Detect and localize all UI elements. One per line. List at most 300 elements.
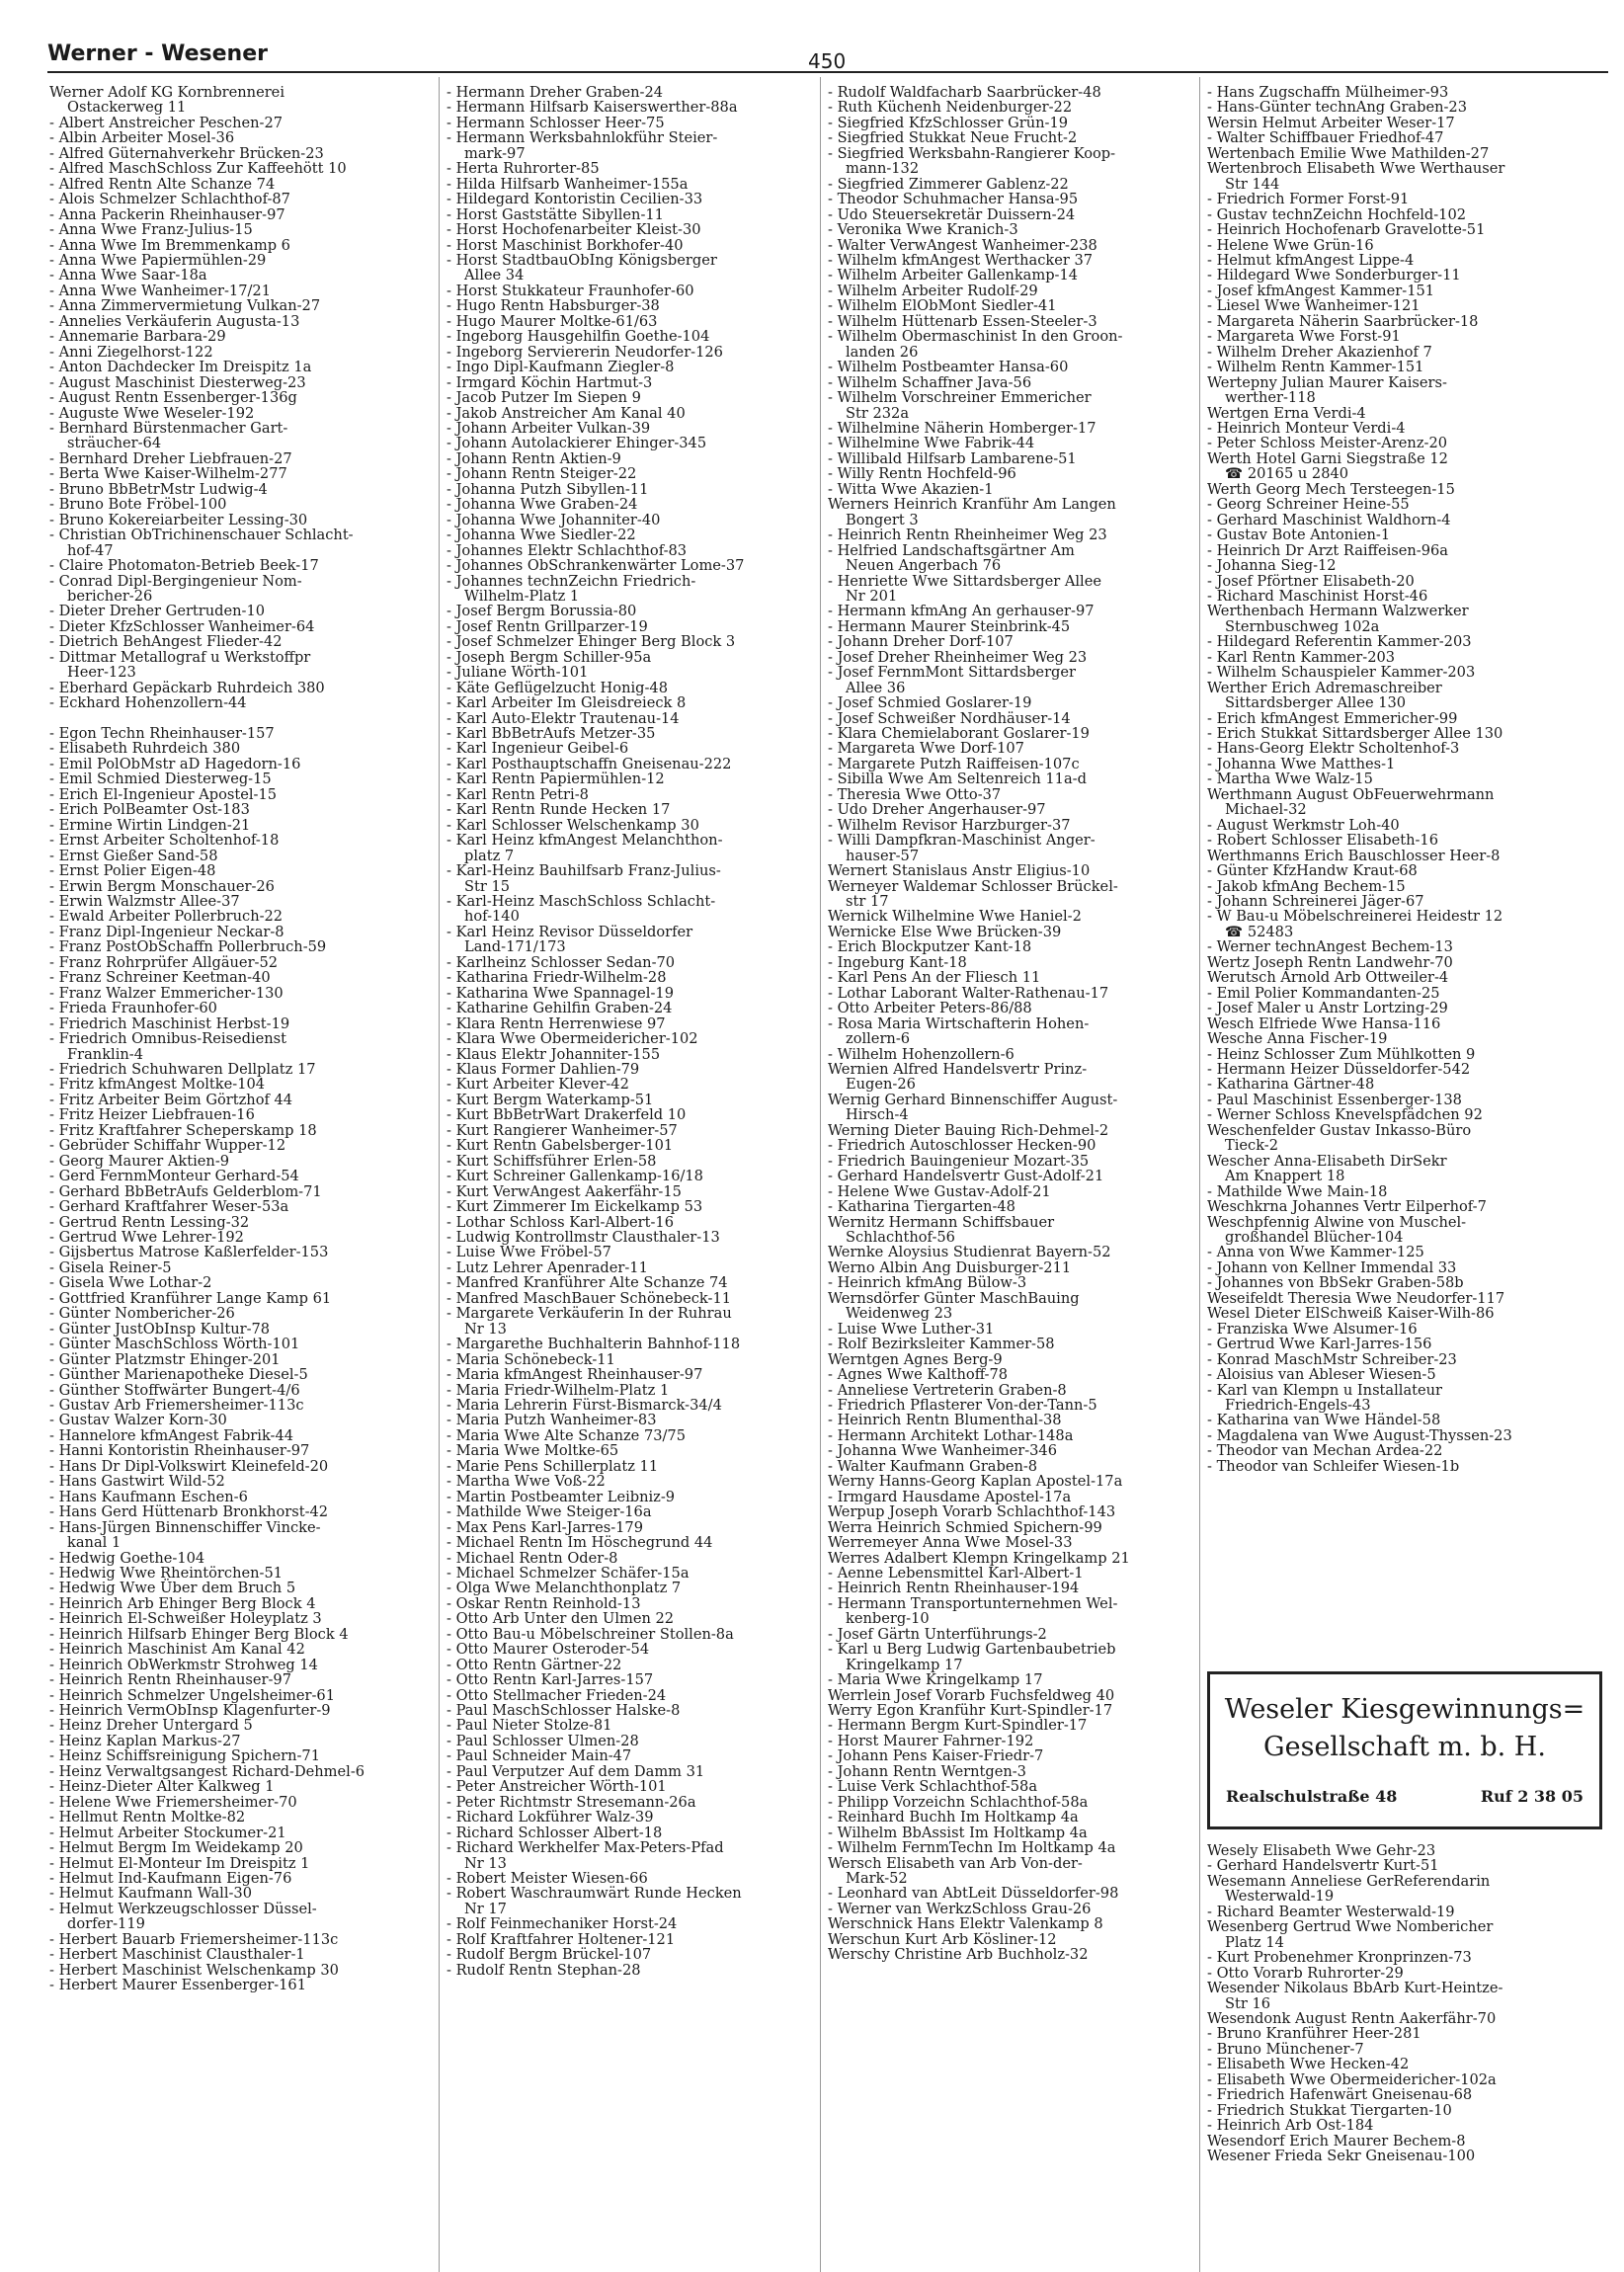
directory-entry: - Dietrich BehAngest Flieder-42 — [49, 633, 283, 651]
directory-entry: - Erwin Bergm Monschauer-26 — [49, 877, 275, 895]
directory-entry: - Herbert Maschinist Welschenkamp 30 — [49, 1961, 339, 1979]
spacer — [49, 711, 417, 726]
directory-entry: - Theodor Schuhmacher Hansa-95 — [828, 191, 1079, 208]
directory-entry: - Helmut Arbeiter Stockumer-21 — [49, 1824, 286, 1841]
directory-entry: - Gottfried Kranführer Lange Kamp 61 — [49, 1289, 332, 1307]
directory-entry: Werthmann August ObFeuerwehrmann — [1207, 785, 1495, 803]
directory-entry: Kringelkamp 17 — [846, 1656, 963, 1673]
directory-entry: - Willi Dampfkran-Maschinist Anger- — [828, 832, 1096, 850]
directory-entry: - Johanna Wwe Graben-24 — [447, 496, 638, 514]
directory-entry: - Erich Blockputzer Kant-18 — [828, 938, 1032, 956]
directory-entry: Werry Egon Kranführ Kurt-Spindler-17 — [828, 1702, 1113, 1720]
directory-entry: - Rolf Bezirksleiter Kammer-58 — [828, 1336, 1055, 1353]
directory-entry: - Juliane Wörth-101 — [447, 664, 589, 682]
directory-entry: - Johann Dreher Dorf-107 — [828, 633, 1014, 651]
directory-entry: Wesenberg Gertrud Wwe Nombericher — [1207, 1918, 1494, 1936]
directory-entry: - Bruno Kranführer Heer-281 — [1207, 2025, 1421, 2043]
directory-entry: - Johann Arbeiter Vulkan-39 — [447, 419, 651, 437]
ad-company-line-1: Weseler Kiesgewinnungs= — [1224, 1694, 1585, 1725]
directory-entry: Bongert 3 — [846, 511, 919, 528]
directory-entry: - Karl BbBetrAufs Metzer-35 — [447, 725, 656, 743]
directory-entry: - August Werkmstr Loh-40 — [1207, 816, 1400, 834]
directory-entry: - Horst StadtbauObIng Königsberger — [447, 251, 717, 269]
directory-entry: zollern-6 — [846, 1030, 911, 1048]
directory-entry: - Jakob kfmAng Bechem-15 — [1207, 877, 1406, 895]
directory-entry: Ostackerweg 11 — [67, 99, 187, 117]
directory-entry: - Gustav technZeichn Hochfeld-102 — [1207, 205, 1467, 223]
directory-entry: Werutsch Arnold Arb Ottweiler-4 — [1207, 969, 1449, 987]
directory-entry: mark-97 — [464, 144, 526, 162]
directory-entry: Werschnick Hans Elektr Valenkamp 8 — [828, 1915, 1103, 1933]
directory-entry: - Gertrud Rentn Lessing-32 — [49, 1213, 250, 1231]
directory-entry: - Herbert Bauarb Friemersheimer-113c — [49, 1930, 339, 1948]
directory-entry: Werneyer Waldemar Schlosser Brückel- — [828, 877, 1118, 895]
directory-entry: Str 232a — [846, 404, 910, 422]
directory-entry: Wertz Joseph Rentn Landwehr-70 — [1207, 953, 1453, 971]
directory-entry: ☎ 52483 — [1225, 923, 1294, 940]
directory-entry: - Johanna Sieg-12 — [1207, 557, 1337, 575]
directory-entry: - Werner Schloss Knevelspfädchen 92 — [1207, 1106, 1483, 1124]
directory-entry: - Georg Schreiner Heine-55 — [1207, 496, 1410, 514]
directory-entry: - Conrad Dipl-Bergingenieur Nom- — [49, 572, 302, 590]
directory-entry: Weseifeldt Theresia Wwe Neudorfer-117 — [1207, 1289, 1505, 1307]
directory-entry: - Gustav Arb Friemersheimer-113c — [49, 1396, 304, 1414]
directory-entry: - Otto Arb Unter den Ulmen 22 — [447, 1610, 675, 1628]
directory-entry: - Hildegard Kontoristin Cecilien-33 — [447, 191, 703, 208]
directory-entry: - Dittmar Metallograf u Werkstoffpr — [49, 648, 311, 666]
directory-entry: - Katharina Tiergarten-48 — [828, 1198, 1015, 1216]
directory-entry: - Bruno BbBetrMstr Ludwig-4 — [49, 480, 268, 498]
directory-entry: - Fritz Arbeiter Beim Görtzhof 44 — [49, 1091, 293, 1108]
directory-entry: Werner Adolf KG Kornbrennerei — [49, 84, 284, 101]
directory-entry: werther-118 — [1225, 389, 1316, 407]
directory-entry: - Otto Vorarb Ruhrorter-29 — [1207, 1964, 1404, 1982]
directory-entry: Werpup Joseph Vorarb Schlachthof-143 — [828, 1503, 1116, 1521]
directory-entry: - Maria Putzh Wanheimer-83 — [447, 1412, 657, 1429]
directory-entry: - Richard Beamter Westerwald-19 — [1207, 1903, 1455, 1920]
directory-entry: - Karlheinz Schlosser Sedan-70 — [447, 953, 676, 971]
directory-column-2 — [447, 85, 814, 1978]
directory-entry: - Franz PostObSchaffn Pollerbruch-59 — [49, 938, 327, 956]
directory-entry: Wernitz Hermann Schiffsbauer — [828, 1213, 1055, 1231]
directory-entry: - Otto Bau-u Möbelschreiner Stollen-8a — [447, 1625, 734, 1643]
directory-entry: - Maria Wwe Moltke-65 — [447, 1442, 619, 1460]
directory-entry: großhandel Blücher-104 — [1225, 1228, 1404, 1246]
directory-entry: - Hermann Architekt Lothar-148a — [828, 1426, 1074, 1444]
directory-entry: - Otto Arbeiter Peters-86/88 — [828, 1000, 1032, 1017]
directory-entry: - Heinrich Maschinist Am Kanal 42 — [49, 1641, 305, 1659]
directory-entry: - Gisela Wwe Lothar-2 — [49, 1274, 212, 1292]
directory-entry: - Hermann Schlosser Heer-75 — [447, 114, 665, 131]
directory-entry: - Karl Arbeiter Im Gleisdreieck 8 — [447, 694, 687, 712]
directory-entry: - Heinrich Rentn Rheinhauser-194 — [828, 1580, 1080, 1597]
directory-entry: - Albin Arbeiter Mosel-36 — [49, 129, 235, 147]
directory-entry: - Helmut Kaufmann Wall-30 — [49, 1885, 252, 1903]
directory-entry: - Franz Rohrprüfer Allgäuer-52 — [49, 953, 279, 971]
directory-entry: - Hilda Hilfsarb Wanheimer-155a — [447, 175, 689, 193]
ad-phone: Ruf 2 38 05 — [1480, 1787, 1583, 1806]
directory-entry: Wernig Gerhard Binnenschiffer August- — [828, 1091, 1118, 1108]
directory-entry: hof-47 — [67, 541, 114, 559]
directory-entry: - Wilhelm kfmAngest Werthacker 37 — [828, 251, 1094, 269]
directory-entry: - Wilhelm Rentn Kammer-151 — [1207, 359, 1424, 376]
directory-entry: Weidenweg 23 — [846, 1305, 953, 1323]
directory-entry: - Wilhelm Revisor Harzburger-37 — [828, 816, 1071, 834]
directory-entry: - Josef Bergm Borussia-80 — [447, 603, 637, 620]
directory-entry: - Hildegard Wwe Sonderburger-11 — [1207, 267, 1461, 284]
directory-entry: - Alois Schmelzer Schlachthof-87 — [49, 191, 290, 208]
directory-entry: - Manfred MaschBauer Schönebeck-11 — [447, 1289, 732, 1307]
directory-entry: - Josef Dreher Rheinheimer Weg 23 — [828, 648, 1088, 666]
directory-entry: - Hedwig Wwe Rheintörchen-51 — [49, 1564, 284, 1582]
directory-entry: - Klaus Elektr Johanniter-155 — [447, 1045, 661, 1063]
directory-entry: - Henriette Wwe Sittardsberger Allee — [828, 572, 1101, 590]
directory-entry: - Lutz Lehrer Apenrader-11 — [447, 1258, 648, 1276]
directory-entry: - Albert Anstreicher Peschen-27 — [49, 114, 284, 131]
directory-entry: - Johann Rentn Werntgen-3 — [828, 1762, 1026, 1780]
directory-entry: - Magdalena van Wwe August-Thyssen-23 — [1207, 1426, 1512, 1444]
directory-entry: mann-132 — [846, 160, 920, 178]
directory-entry: - Friedrich Maschinist Herbst-19 — [49, 1014, 290, 1032]
directory-entry: - Josef FernmMont Sittardsberger — [828, 664, 1076, 682]
directory-entry: - Veronika Wwe Kranich-3 — [828, 221, 1018, 239]
directory-entry: - Günter Nombericher-26 — [49, 1305, 235, 1323]
directory-entry: - Heinrich El-Schweißer Holeyplatz 3 — [49, 1610, 322, 1628]
directory-entry: - Elisabeth Wwe Hecken-42 — [1207, 2056, 1410, 2073]
directory-entry: - Emil PolObMstr aD Hagedorn-16 — [49, 755, 301, 772]
directory-entry: Wernicke Else Wwe Brücken-39 — [828, 923, 1062, 940]
directory-entry: Wesemann Anneliese GerReferendarin — [1207, 1872, 1491, 1890]
directory-entry: Nr 201 — [846, 587, 898, 605]
directory-entry: - Karl Auto-Elektr Trautenau-14 — [447, 709, 680, 727]
directory-entry: - Richard Lokführer Walz-39 — [447, 1809, 654, 1826]
directory-entry: - Rudolf Rentn Stephan-28 — [447, 1961, 641, 1979]
directory-entry: Wertgen Erna Verdi-4 — [1207, 404, 1366, 422]
directory-entry: - Heinz Dreher Untergard 5 — [49, 1717, 253, 1735]
directory-entry: - Hans Dr Dipl-Volkswirt Kleinefeld-20 — [49, 1457, 329, 1475]
directory-entry: Werth Hotel Garni Siegstraße 12 — [1207, 449, 1448, 467]
directory-entry: - Wilhelmine Näherin Homberger-17 — [828, 419, 1096, 437]
directory-entry: Wertenbach Emilie Wwe Mathilden-27 — [1207, 144, 1490, 162]
directory-entry: - Karl u Berg Ludwig Gartenbaubetrieb — [828, 1641, 1116, 1659]
directory-entry: - Johann Autolackierer Ehinger-345 — [447, 435, 707, 452]
directory-entry: - Johann Rentn Steiger-22 — [447, 465, 637, 483]
directory-entry: - Peter Schloss Meister-Arenz-20 — [1207, 435, 1448, 452]
directory-entry: - Karl Rentn Papiermühlen-12 — [447, 771, 665, 788]
directory-entry: - Anton Dachdecker Im Dreispitz 1a — [49, 359, 312, 376]
directory-entry: - Kurt Rangierer Wanheimer-57 — [447, 1121, 678, 1139]
directory-entry: - Erwin Walzmstr Allee-37 — [49, 893, 240, 911]
directory-entry: - Maria kfmAngest Rheinhauser-97 — [447, 1366, 703, 1384]
directory-entry: - Agnes Wwe Kalthoff-78 — [828, 1366, 1009, 1384]
directory-entry: Am Knappert 18 — [1225, 1168, 1345, 1185]
directory-entry: - Alfred Rentn Alte Schanze 74 — [49, 175, 276, 193]
directory-entry: - Anna Zimmervermietung Vulkan-27 — [49, 297, 321, 315]
directory-entry: - Josef Gärtn Unterführungs-2 — [828, 1625, 1047, 1643]
directory-entry: - Paul Schneider Main-47 — [447, 1747, 632, 1765]
directory-entry: - Bruno Bote Fröbel-100 — [49, 496, 227, 514]
directory-entry: - August Maschinist Diesterweg-23 — [49, 373, 306, 391]
directory-entry: - Rolf Kraftfahrer Holtener-121 — [447, 1930, 676, 1948]
directory-entry: - Hermann Maurer Steinbrink-45 — [828, 617, 1071, 635]
directory-entry: - Hermann Transportunternehmen Wel- — [828, 1594, 1118, 1612]
directory-entry: - Wilhelm ElObMont Siedler-41 — [828, 297, 1057, 315]
directory-entry: Land-171/173 — [464, 938, 566, 956]
directory-entry: - Friedrich Schuhwaren Dellplatz 17 — [49, 1061, 316, 1078]
directory-entry: Werthenbach Hermann Walzwerker — [1207, 603, 1469, 620]
directory-entry: - Günter Platzmstr Ehinger-201 — [49, 1350, 281, 1368]
directory-entry: Weschkrna Johannes Vertr Eilperhof-7 — [1207, 1198, 1487, 1216]
directory-entry: - Heinrich VermObInsp Klagenfurter-9 — [49, 1702, 331, 1720]
directory-entry: - Maria Wwe Kringelkamp 17 — [828, 1671, 1043, 1689]
directory-entry: - Anna Wwe Wanheimer-17/21 — [49, 282, 271, 299]
directory-entry: - Erich El-Ingenieur Apostel-15 — [49, 785, 278, 803]
directory-entry: - Wilhelm FernmTechn Im Holtkamp 4a — [828, 1839, 1116, 1857]
directory-entry: - Emil Schmied Diesterweg-15 — [49, 771, 272, 788]
directory-entry: - Johann von Kellner Immendal 33 — [1207, 1258, 1457, 1276]
directory-entry: Werntgen Agnes Berg-9 — [828, 1350, 1003, 1368]
directory-entry: - Helmut El-Monteur Im Dreispitz 1 — [49, 1854, 310, 1872]
directory-entry: - Richard Werkhelfer Max-Peters-Pfad — [447, 1839, 724, 1857]
directory-entry: Nr 13 — [464, 1854, 507, 1872]
directory-entry: - Paul Nieter Stolze-81 — [447, 1717, 612, 1735]
ad-company-line-2: Gesellschaft m. b. H. — [1263, 1732, 1546, 1762]
directory-entry: - Theodor van Mechan Ardea-22 — [1207, 1442, 1443, 1460]
directory-entry: - Margarete Verkäuferin In der Ruhrau — [447, 1305, 732, 1323]
directory-entry: - Katharina Gärtner-48 — [1207, 1076, 1375, 1094]
directory-entry: Sternbuschweg 102a — [1225, 617, 1380, 635]
directory-entry: - Kurt Rentn Gabelsberger-101 — [447, 1137, 674, 1155]
directory-entry: Wertenbroch Elisabeth Wwe Werthauser — [1207, 160, 1505, 178]
directory-entry: - Berta Wwe Kaiser-Wilhelm-277 — [49, 465, 287, 483]
directory-entry: Michael-32 — [1225, 801, 1307, 819]
directory-entry: - Heinrich Rentn Rheinhauser-97 — [49, 1671, 291, 1689]
directory-entry: - Erich Stukkat Sittardsberger Allee 130 — [1207, 725, 1503, 743]
directory-entry: Heer-123 — [67, 664, 136, 682]
directory-entry: hof-140 — [464, 908, 520, 926]
directory-entry: - Karl Ingenieur Geibel-6 — [447, 740, 629, 758]
directory-entry: - W Bau-u Möbelschreinerei Heidestr 12 — [1207, 908, 1503, 926]
directory-entry: Wertepny Julian Maurer Kaisers- — [1207, 373, 1447, 391]
directory-entry: - Hermann Dreher Graben-24 — [447, 84, 664, 101]
advertisement-box — [1207, 1671, 1602, 1829]
directory-entry: - Gerhard BbBetrAufs Gelderblom-71 — [49, 1182, 322, 1200]
directory-entry: - Lothar Schloss Karl-Albert-16 — [447, 1213, 674, 1231]
directory-entry: - Kurt Bergm Waterkamp-51 — [447, 1091, 654, 1108]
directory-entry: - Klaus Former Dahlien-79 — [447, 1061, 640, 1078]
directory-entry: - Karl Rentn Petri-8 — [447, 785, 589, 803]
directory-entry: - Josef Schmelzer Ehinger Berg Block 3 — [447, 633, 736, 651]
directory-entry: - Gertrud Wwe Lehrer-192 — [49, 1228, 244, 1246]
directory-entry: - Käte Geflügelzucht Honig-48 — [447, 679, 668, 696]
directory-entry: - Kurt Zimmerer Im Eickelkamp 53 — [447, 1198, 703, 1216]
directory-entry: - Jacob Putzer Im Siepen 9 — [447, 389, 641, 407]
directory-entry: - Heinrich Arb Ost-184 — [1207, 2117, 1374, 2135]
directory-entry: - Wilhelm Hüttenarb Essen-Steeler-3 — [828, 312, 1097, 330]
directory-entry: sträucher-64 — [67, 435, 162, 452]
directory-entry: - August Rentn Essenberger-136g — [49, 389, 297, 407]
directory-entry: kanal 1 — [67, 1534, 122, 1552]
directory-entry: Werthmanns Erich Bauschlosser Heer-8 — [1207, 847, 1501, 864]
directory-entry: - Theodor van Schleifer Wiesen-1b — [1207, 1457, 1460, 1475]
directory-entry: Wesel Dieter ElSchweiß Kaiser-Wilh-86 — [1207, 1305, 1495, 1323]
directory-entry: - Bruno Kokereiarbeiter Lessing-30 — [49, 511, 308, 528]
directory-entry: - Herta Ruhrorter-85 — [447, 160, 600, 178]
directory-entry: - Egon Techn Rheinhauser-157 — [49, 725, 275, 743]
directory-entry: - Karl Heinz kfmAngest Melanchthon- — [447, 832, 723, 850]
directory-entry: - Max Pens Karl-Jarres-179 — [447, 1518, 644, 1536]
directory-entry: landen 26 — [846, 343, 919, 361]
directory-entry: Wilhelm-Platz 1 — [464, 587, 580, 605]
directory-entry: - Paul Maschinist Essenberger-138 — [1207, 1091, 1462, 1108]
directory-entry: - Gerhard Handelsvertr Gust-Adolf-21 — [828, 1168, 1104, 1185]
directory-entry: - Hildegard Referentin Kammer-203 — [1207, 633, 1472, 651]
directory-entry: Nr 17 — [464, 1900, 507, 1917]
directory-entry: - Paul MaschSchlosser Halske-8 — [447, 1702, 681, 1720]
directory-entry: - Hermann Hilfsarb Kaiserswerther-88a — [447, 99, 738, 117]
directory-entry: - Gerhard Handelsvertr Kurt-51 — [1207, 1857, 1439, 1875]
directory-entry: - Martin Postbeamter Leibniz-9 — [447, 1488, 676, 1505]
directory-entry: - Margarete Putzh Raiffeisen-107c — [828, 755, 1080, 772]
directory-entry: - Manfred Kranführer Alte Schanze 74 — [447, 1274, 728, 1292]
directory-entry: Werra Heinrich Schmied Spichern-99 — [828, 1518, 1102, 1536]
directory-entry: - Friedrich Hafenwärt Gneisenau-68 — [1207, 2086, 1473, 2104]
directory-entry: - Mathilde Wwe Steiger-16a — [447, 1503, 652, 1521]
directory-entry: - Horst Maschinist Borkhofer-40 — [447, 236, 684, 254]
directory-entry: - Klara Rentn Herrenwiese 97 — [447, 1014, 666, 1032]
directory-entry: - Karl Rentn Kammer-203 — [1207, 648, 1396, 666]
directory-entry: - Wilhelm Obermaschinist In den Groon- — [828, 328, 1123, 346]
directory-entry: Hirsch-4 — [846, 1106, 909, 1124]
directory-entry: - Wilhelm Postbeamter Hansa-60 — [828, 359, 1069, 376]
directory-entry: Neuen Angerbach 76 — [846, 557, 1002, 575]
directory-entry: - Peter Richtmstr Stresemann-26a — [447, 1793, 696, 1811]
directory-entry: Werth Georg Mech Tersteegen-15 — [1207, 480, 1455, 498]
directory-entry: - Emil Polier Kommandanten-25 — [1207, 984, 1440, 1002]
directory-entry: - Heinrich Rentn Rheinheimer Weg 23 — [828, 527, 1107, 544]
directory-entry: - Josef Maler u Anstr Lortzing-29 — [1207, 1000, 1448, 1017]
directory-entry: - Heinz Verwaltgsangest Richard-Dehmel-6 — [49, 1762, 365, 1780]
directory-entry: - Günther Marienapotheke Diesel-5 — [49, 1366, 308, 1384]
directory-entry: - Margareta Näherin Saarbrücker-18 — [1207, 312, 1479, 330]
directory-entry: Werners Heinrich Kranführ Am Langen — [828, 496, 1116, 514]
directory-entry: Wernke Aloysius Studienrat Bayern-52 — [828, 1244, 1111, 1261]
directory-entry: - Johanna Putzh Sibyllen-11 — [447, 480, 649, 498]
directory-entry: - Christian ObTrichinenschauer Schlacht- — [49, 527, 354, 544]
directory-entry: - Gebrüder Schiffahr Wupper-12 — [49, 1137, 286, 1155]
directory-entry: - Anna Wwe Saar-18a — [49, 267, 207, 284]
directory-entry: Mark-52 — [846, 1870, 908, 1888]
directory-entry: - Fritz Heizer Liebfrauen-16 — [49, 1106, 255, 1124]
directory-entry: - Philipp Vorzeichn Schlachthof-58a — [828, 1793, 1089, 1811]
directory-entry: Friedrich-Engels-43 — [1225, 1396, 1371, 1414]
directory-entry: hauser-57 — [846, 847, 920, 864]
directory-entry: - Udo Dreher Angerhauser-97 — [828, 801, 1046, 819]
directory-entry: - Margareta Wwe Forst-91 — [1207, 328, 1401, 346]
directory-entry: - Günther Stoffwärter Bungert-4/6 — [49, 1381, 300, 1399]
directory-entry: platz 7 — [464, 847, 515, 864]
directory-entry: - Theresia Wwe Otto-37 — [828, 785, 1002, 803]
directory-entry: Allee 34 — [464, 267, 525, 284]
directory-entry: - Eckhard Hohenzollern-44 — [49, 694, 247, 712]
directory-entry: - Georg Maurer Aktien-9 — [49, 1152, 230, 1170]
directory-entry: - Klara Chemielaborant Goslarer-19 — [828, 725, 1090, 743]
directory-entry: Sittardsberger Allee 130 — [1225, 694, 1407, 712]
directory-entry: - Helene Wwe Grün-16 — [1207, 236, 1374, 254]
running-head: Werner - Wesener — [47, 41, 268, 66]
directory-entry: - Friedrich Former Forst-91 — [1207, 191, 1410, 208]
directory-entry: Werschun Kurt Arb Kösliner-12 — [828, 1930, 1057, 1948]
directory-entry: Werno Albin Ang Duisburger-211 — [828, 1258, 1072, 1276]
directory-entry: - Annemarie Barbara-29 — [49, 328, 226, 346]
directory-entry: - Franz Dipl-Ingenieur Neckar-8 — [49, 923, 284, 940]
directory-entry: Werres Adalbert Klempn Kringelkamp 21 — [828, 1549, 1130, 1567]
directory-entry: - Ewald Arbeiter Pollerbruch-22 — [49, 908, 284, 926]
directory-entry: - Aloisius van Ableser Wiesen-5 — [1207, 1366, 1436, 1384]
directory-entry: - Liesel Wwe Wanheimer-121 — [1207, 297, 1421, 315]
directory-entry: - Johannes technZeichn Friedrich- — [447, 572, 696, 590]
directory-entry: - Kurt Schreiner Gallenkamp-16/18 — [447, 1168, 703, 1185]
directory-entry: - Heinrich ObWerkmstr Strohweg 14 — [49, 1656, 318, 1673]
column-divider — [439, 77, 440, 2272]
directory-entry: - Hans-Georg Elektr Scholtenhof-3 — [1207, 740, 1460, 758]
directory-entry: - Günter KfzHandw Kraut-68 — [1207, 862, 1418, 880]
directory-entry: Franklin-4 — [67, 1045, 143, 1063]
directory-entry: str 17 — [846, 893, 889, 911]
directory-entry: - Walter VerwAngest Wanheimer-238 — [828, 236, 1097, 254]
directory-entry: Werny Hanns-Georg Kaplan Apostel-17a — [828, 1473, 1123, 1491]
directory-entry: - Irmgard Hausdame Apostel-17a — [828, 1488, 1072, 1505]
directory-entry: - Gustav Bote Antonien-1 — [1207, 527, 1391, 544]
directory-entry: - Josef Schmied Goslarer-19 — [828, 694, 1032, 712]
directory-entry: - Heinrich Dr Arzt Raiffeisen-96a — [1207, 541, 1448, 559]
directory-entry: - Wilhelm BbAssist Im Holtkamp 4a — [828, 1824, 1088, 1841]
directory-entry: ☎ 20165 u 2840 — [1225, 465, 1349, 483]
directory-entry: - Konrad MaschMstr Schreiber-23 — [1207, 1350, 1457, 1368]
directory-entry: - Josef Rentn Grillparzer-19 — [447, 617, 648, 635]
directory-entry: - Johanna Wwe Matthes-1 — [1207, 755, 1396, 772]
directory-entry: - Martha Wwe Walz-15 — [1207, 771, 1373, 788]
directory-entry: - Karl Posthauptschaffn Gneisenau-222 — [447, 755, 732, 772]
directory-entry: - Karl Rentn Runde Hecken 17 — [447, 801, 671, 819]
directory-entry: bericher-26 — [67, 587, 153, 605]
directory-entry: - Friedrich Bauingenieur Mozart-35 — [828, 1152, 1090, 1170]
directory-entry: - Hannelore kfmAngest Fabrik-44 — [49, 1426, 294, 1444]
directory-entry: - Ernst Gießer Sand-58 — [49, 847, 218, 864]
column-divider — [820, 77, 821, 2272]
directory-entry: - Lothar Laborant Walter-Rathenau-17 — [828, 984, 1109, 1002]
directory-entry: - Michael Rentn Oder-8 — [447, 1549, 618, 1567]
directory-entry: Wesche Anna Fischer-19 — [1207, 1030, 1388, 1048]
directory-entry: - Alfred MaschSchloss Zur Kaffeehött 10 — [49, 160, 347, 178]
directory-entry: - Ernst Polier Eigen-48 — [49, 862, 216, 880]
directory-entry: - Hellmut Rentn Moltke-82 — [49, 1809, 246, 1826]
directory-entry: - Willibald Hilfsarb Lambarene-51 — [828, 449, 1077, 467]
directory-entry: - Wilhelmine Wwe Fabrik-44 — [828, 435, 1035, 452]
directory-entry: - Anna Wwe Papiermühlen-29 — [49, 251, 267, 269]
directory-entry: - Heinz-Dieter Alter Kalkweg 1 — [49, 1778, 275, 1796]
directory-entry: - Johanna Wwe Siedler-22 — [447, 527, 636, 544]
directory-entry: - Anna Wwe Franz-Julius-15 — [49, 221, 253, 239]
directory-entry: - Oskar Rentn Reinhold-13 — [447, 1594, 641, 1612]
directory-entry: - Hugo Rentn Habsburger-38 — [447, 297, 660, 315]
directory-entry: - Joseph Bergm Schiller-95a — [447, 648, 652, 666]
directory-entry: - Heinz Schiffsreinigung Spichern-71 — [49, 1747, 320, 1765]
directory-entry: - Friedrich Omnibus-Reisedienst — [49, 1030, 287, 1048]
directory-entry: - Johannes ObSchrankenwärter Lome-37 — [447, 557, 745, 575]
directory-entry: - Heinrich Hochofenarb Gravelotte-51 — [1207, 221, 1486, 239]
directory-entry: - Johann Schreinerei Jäger-67 — [1207, 893, 1424, 911]
